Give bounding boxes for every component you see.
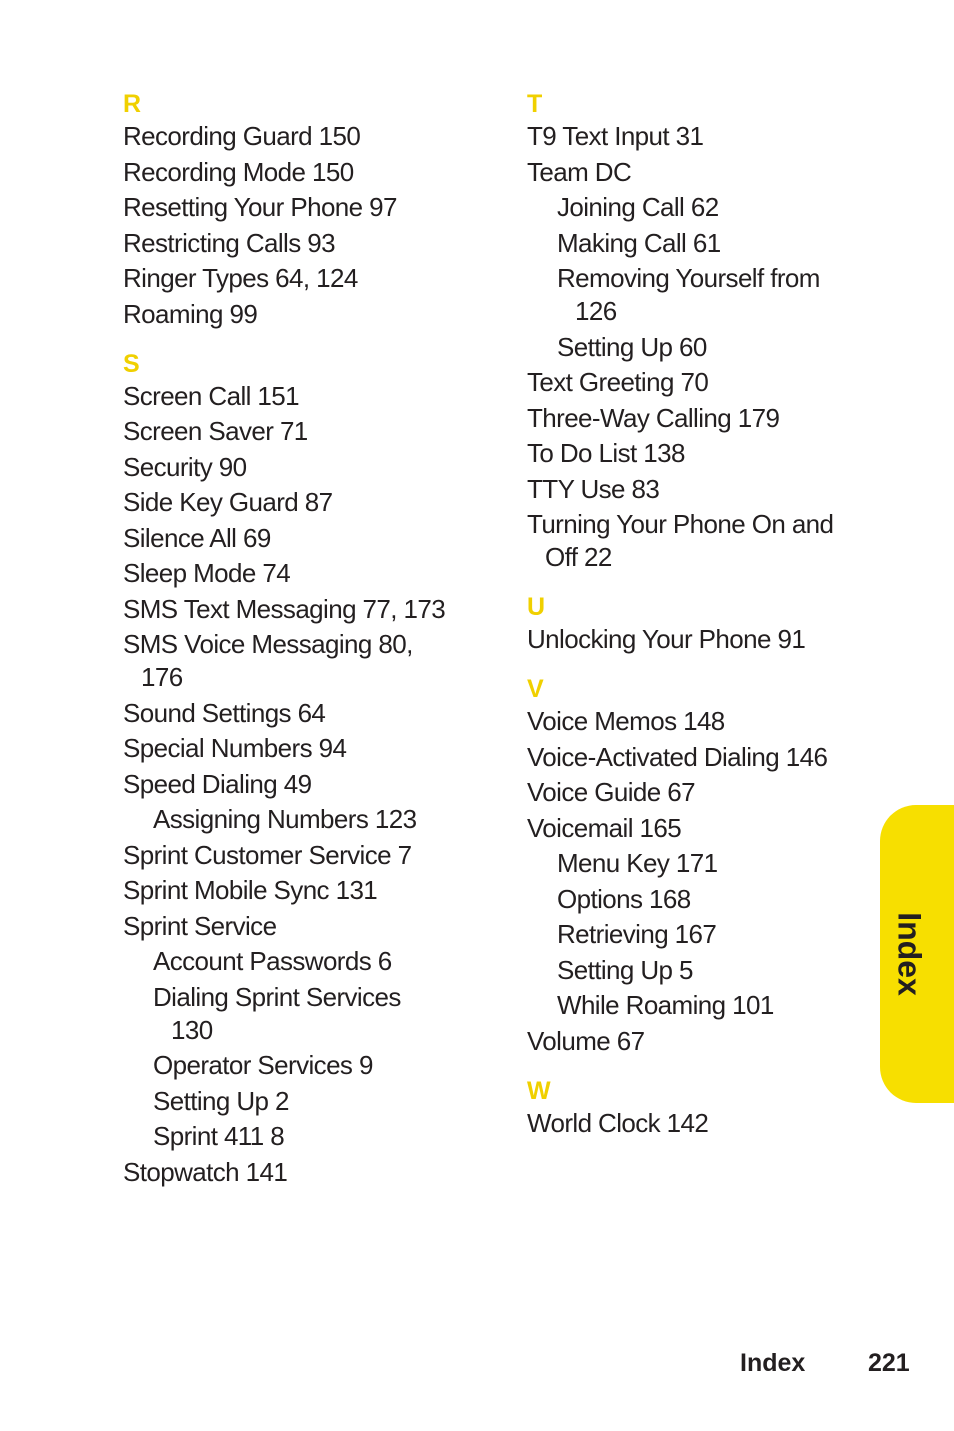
entry-text: Sleep Mode 74 xyxy=(123,558,291,588)
index-entry xyxy=(527,776,867,809)
entry-text: Restricting Calls 93 xyxy=(123,227,335,258)
index-entry xyxy=(123,910,493,943)
index-subentry xyxy=(527,883,867,916)
index-subentry xyxy=(527,191,867,224)
index-entry xyxy=(527,705,867,738)
entry-text: Voice-Activated Dialing 146 xyxy=(527,741,828,772)
index-entry xyxy=(527,473,867,506)
entry-continuation: Off 22 xyxy=(545,542,612,572)
index-entry xyxy=(123,120,493,153)
index-entry xyxy=(123,156,493,189)
entry-text: Ringer Types 64, 124 xyxy=(123,263,358,293)
entry-text: Speed Dialing 49 xyxy=(123,768,312,799)
entry-text: To Do List 138 xyxy=(527,438,685,468)
entry-text: Turning Your Phone On and xyxy=(527,509,834,539)
index-subentry xyxy=(123,803,493,836)
entry-text: World Clock 142 xyxy=(527,1107,709,1138)
index-subentry xyxy=(527,847,867,880)
entry-continuation: 176 xyxy=(141,662,183,692)
index-entry xyxy=(123,874,493,907)
section-letter: V xyxy=(527,675,544,703)
entry-text: Joining Call 62 xyxy=(557,192,719,222)
entry-continuation: 126 xyxy=(575,296,617,326)
entry-text: Silence All 69 xyxy=(123,522,271,553)
entry-text: Stopwatch 141 xyxy=(123,1156,288,1187)
entry-text: Setting Up 60 xyxy=(557,331,707,362)
section-letter: S xyxy=(123,349,140,378)
entry-text: Side Key Guard 87 xyxy=(123,487,333,517)
index-entry xyxy=(527,156,867,189)
index-subentry xyxy=(527,227,867,260)
index-entry xyxy=(123,593,493,626)
footer-page-number: 221 xyxy=(868,1349,910,1377)
index-subentry xyxy=(527,954,867,987)
entry-text: While Roaming 101 xyxy=(557,990,774,1020)
section-letter: T xyxy=(527,90,543,118)
index-section-r xyxy=(123,88,493,331)
entry-text: Options 168 xyxy=(557,883,691,914)
index-entry xyxy=(123,628,493,694)
index-entry xyxy=(527,741,867,774)
index-entry xyxy=(527,508,867,574)
entry-text: Screen Call 151 xyxy=(123,380,299,411)
index-entry xyxy=(527,402,867,435)
entry-text: Dialing Sprint Services xyxy=(153,981,401,1012)
index-section-v xyxy=(527,673,867,1058)
index-entry xyxy=(123,415,493,448)
index-section-t xyxy=(527,88,867,574)
entry-text: Voicemail 165 xyxy=(527,812,682,843)
entry-continuation: 130 xyxy=(171,1014,213,1045)
index-entry xyxy=(123,557,493,590)
entry-text: Roaming 99 xyxy=(123,298,258,329)
entry-text: Sprint Mobile Sync 131 xyxy=(123,875,378,905)
section-letter: W xyxy=(527,1076,551,1105)
section-letter: R xyxy=(123,90,142,118)
entry-text: Sprint Customer Service 7 xyxy=(123,839,412,870)
index-entry xyxy=(123,522,493,555)
index-entry xyxy=(123,732,493,765)
index-entry xyxy=(527,366,867,399)
entry-text: T9 Text Input 31 xyxy=(527,121,704,151)
entry-text: Volume 67 xyxy=(527,1025,645,1056)
index-entry xyxy=(123,451,493,484)
entry-text: Unlocking Your Phone 91 xyxy=(527,624,806,654)
entry-text: Removing Yourself from xyxy=(557,263,820,293)
entry-text: Sprint 411 8 xyxy=(153,1121,285,1151)
entry-text: Making Call 61 xyxy=(557,227,721,258)
index-section-s xyxy=(123,348,493,1189)
footer-section-label: Index xyxy=(740,1349,806,1377)
entry-text: Text Greeting 70 xyxy=(527,367,709,397)
entry-text: Team DC xyxy=(527,156,632,187)
index-subentry xyxy=(123,945,493,978)
index-subentry xyxy=(527,331,867,364)
index-subentry xyxy=(123,1085,493,1118)
index-entry xyxy=(123,380,493,413)
entry-text: Three-Way Calling 179 xyxy=(527,402,780,433)
entry-text: Recording Guard 150 xyxy=(123,121,361,151)
index-entry xyxy=(527,437,867,470)
entry-text: Account Passwords 6 xyxy=(153,946,392,976)
entry-text: Setting Up 5 xyxy=(557,954,693,985)
entry-text: SMS Text Messaging 77, 173 xyxy=(123,593,446,624)
entry-text: Sprint Service xyxy=(123,910,277,941)
index-section-w xyxy=(527,1075,867,1140)
index-entry xyxy=(123,191,493,224)
entry-text: Operator Services 9 xyxy=(153,1050,373,1080)
index-entry xyxy=(123,768,493,801)
index-subentry xyxy=(527,989,867,1022)
entry-text: TTY Use 83 xyxy=(527,473,660,504)
index-entry xyxy=(123,486,493,519)
entry-text: Recording Mode 150 xyxy=(123,156,354,187)
index-entry xyxy=(123,298,493,331)
entry-text: Special Numbers 94 xyxy=(123,733,347,763)
entry-text: Screen Saver 71 xyxy=(123,416,308,446)
index-entry xyxy=(123,697,493,730)
entry-text: Menu Key 171 xyxy=(557,848,718,878)
index-subentry xyxy=(527,918,867,951)
entry-text: Security 90 xyxy=(123,451,247,482)
section-letter: U xyxy=(527,593,546,621)
entry-text: Assigning Numbers 123 xyxy=(153,804,417,834)
entry-text: Retrieving 167 xyxy=(557,919,717,949)
index-entry xyxy=(123,1156,493,1189)
entry-text: Sound Settings 64 xyxy=(123,697,326,728)
entry-text: Resetting Your Phone 97 xyxy=(123,192,397,222)
index-entry xyxy=(123,227,493,260)
index-column-left xyxy=(123,88,493,1206)
index-entry xyxy=(123,262,493,295)
index-subentry xyxy=(123,1049,493,1082)
index-entry xyxy=(527,1107,867,1140)
index-side-tab xyxy=(880,805,954,1103)
index-subentry xyxy=(527,262,867,328)
entry-text: Setting Up 2 xyxy=(153,1085,289,1116)
entry-text: Voice Memos 148 xyxy=(527,706,725,736)
index-entry xyxy=(527,120,867,153)
index-entry xyxy=(527,623,867,656)
index-entry xyxy=(527,812,867,845)
index-entry xyxy=(123,839,493,872)
index-entry xyxy=(527,1025,867,1058)
index-subentry xyxy=(123,1120,493,1153)
side-tab-label: Index xyxy=(891,912,928,996)
index-subentry xyxy=(123,981,493,1047)
index-column-right xyxy=(527,88,867,1157)
entry-text: Voice Guide 67 xyxy=(527,777,695,807)
entry-text: SMS Voice Messaging 80, xyxy=(123,629,413,659)
index-section-u xyxy=(527,591,867,656)
